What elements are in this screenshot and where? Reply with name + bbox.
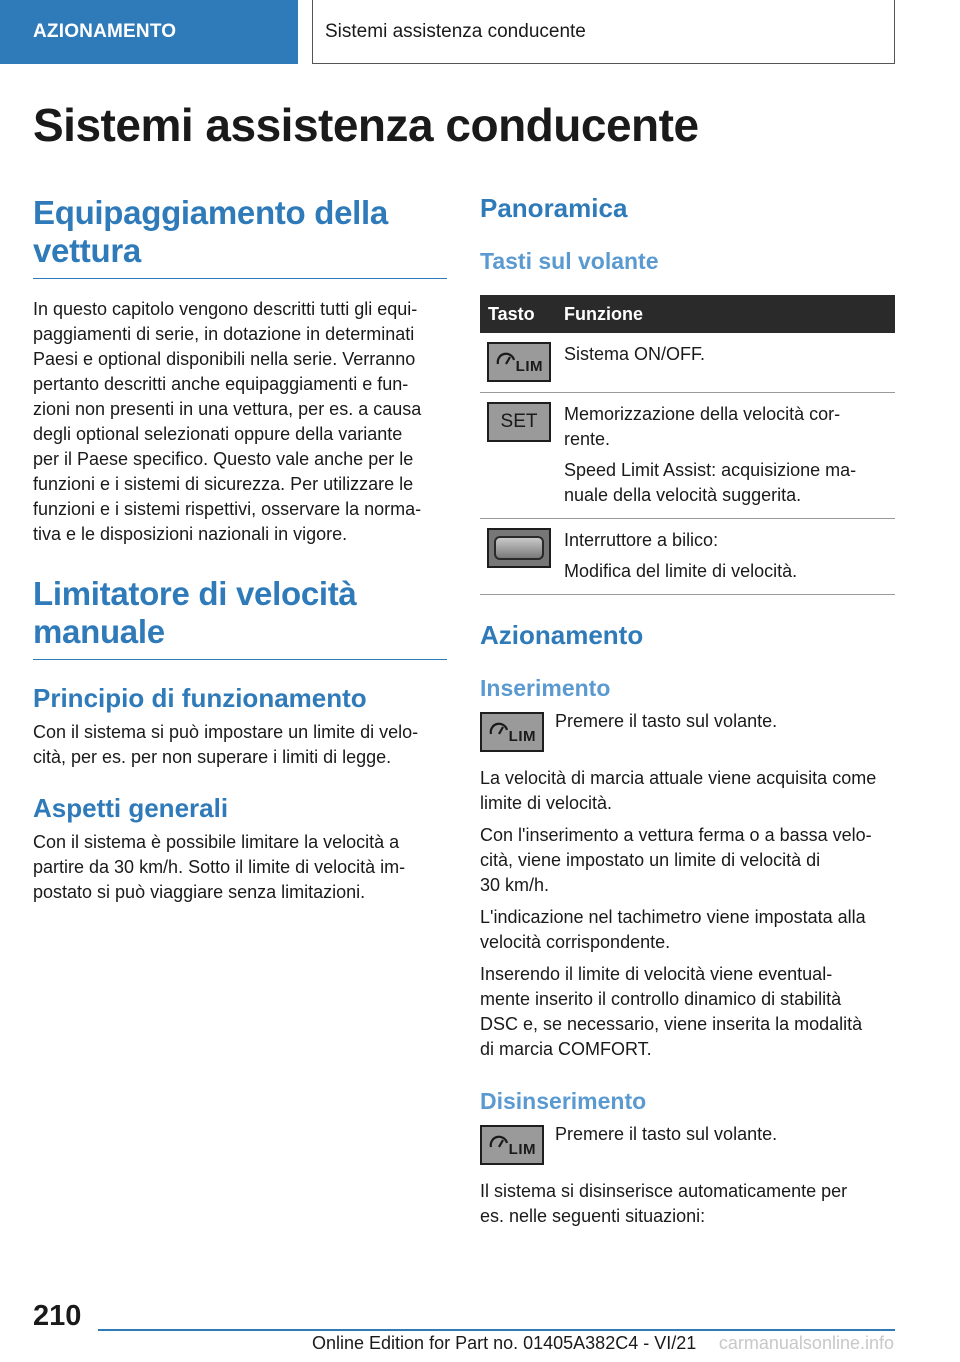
table-row — [480, 519, 895, 595]
engage-instruction — [480, 709, 895, 752]
section-header: Sistemi assistenza conducente — [312, 0, 895, 64]
principle-heading: Principio di funzionamento — [33, 683, 367, 713]
engage-press-text: Premere il tasto sul volante. — [555, 711, 778, 731]
left-column — [33, 194, 447, 905]
equipment-heading: Equipaggiamento della vettura — [33, 194, 447, 279]
equipment-text: In questo capitolo vengono descritti tutti gli equi- paggiamenti di serie, in dotazione in determinati Paesi e optional disponibili nella serie. Verranno pertanto descritti anche equipaggiamenti e fun- zioni non presenti in una vettura, per es. a causa degli optional selezionati oppure della variante per il Paese specifico. Questo vale anche per le funzioni e i sistemi di sicurezza. Per utilizzare le funzioni e i sistemi rispettivi, osservare la norma- tiva e le disposizioni nazionali in vigore. — [33, 299, 422, 544]
disengage-instruction — [480, 1122, 895, 1165]
page-number: 210 — [33, 1300, 82, 1332]
function-text: Sistema ON/OFF. — [564, 344, 706, 364]
general-heading: Aspetti generali — [33, 793, 229, 823]
column-header-key: Tasto — [488, 303, 535, 324]
steering-buttons-heading: Tasti sul volante — [480, 248, 659, 274]
engage-paragraph: L'indicazione nel tachimetro viene impostata alla velocità corrispondente. — [480, 907, 866, 952]
table-row — [480, 333, 895, 393]
engage-paragraph: Inserendo il limite di velocità viene eventual- mente inserito il controllo dinamico di stabilità DSC e, se necessario, viene inserita la modalità di marcia COMFORT. — [480, 964, 863, 1059]
column-header-function: Funzione — [564, 303, 643, 324]
function-text: Interruttore a bilico: — [564, 530, 719, 550]
general-text: Con il sistema è possibile limitare la velocità a partire da 30 km/h. Sotto il limite di velocità im- postato si può viaggiare senza limitazioni. — [33, 832, 406, 902]
engage-paragraph: Con l'inserimento a vettura ferma o a bassa velo- cità, viene impostato un limite di velocità di 30 km/h. — [480, 825, 872, 895]
function-text: Modifica del limite di velocità. — [564, 561, 798, 581]
lim-button-icon: LIM — [480, 712, 544, 752]
engage-heading: Inserimento — [480, 675, 611, 701]
overview-heading: Panoramica — [480, 193, 628, 223]
disengage-paragraph: Il sistema si disinserisce automaticamente per es. nelle seguenti situazioni: — [480, 1181, 848, 1226]
lim-button-icon: LIM — [480, 1125, 544, 1165]
function-text: Speed Limit Assist: acquisizione ma- nuale della velocità suggerita. — [564, 460, 857, 505]
engage-paragraph: La velocità di marcia attuale viene acquisita come limite di velocità. — [480, 768, 877, 813]
limiter-heading: Limitatore di velocità manuale — [33, 575, 447, 660]
chapter-tab: AZIONAMENTO — [0, 0, 298, 64]
function-text: Memorizzazione della velocità cor- rente. — [564, 404, 841, 449]
right-column — [480, 192, 895, 1229]
set-button-icon: SET — [487, 402, 551, 442]
watermark: carmanualsonline.info — [718, 1333, 894, 1353]
principle-text: Con il sistema si può impostare un limite di velo- cità, per es. per non superare i limiti di legge. — [33, 722, 419, 767]
lim-button-icon: LIM — [487, 342, 551, 382]
table-row — [480, 393, 895, 519]
page-title: Sistemi assistenza conducente — [33, 99, 699, 151]
buttons-table — [480, 295, 895, 595]
footer-divider — [98, 1329, 895, 1331]
disengage-press-text: Premere il tasto sul volante. — [555, 1124, 778, 1144]
edition-text: Online Edition for Part no. 01405A382C4 - VI/21 — [312, 1333, 697, 1353]
disengage-heading: Disinserimento — [480, 1088, 647, 1114]
table-header — [480, 295, 895, 333]
rocker-switch-icon — [487, 528, 551, 568]
operation-heading: Azionamento — [480, 620, 644, 650]
